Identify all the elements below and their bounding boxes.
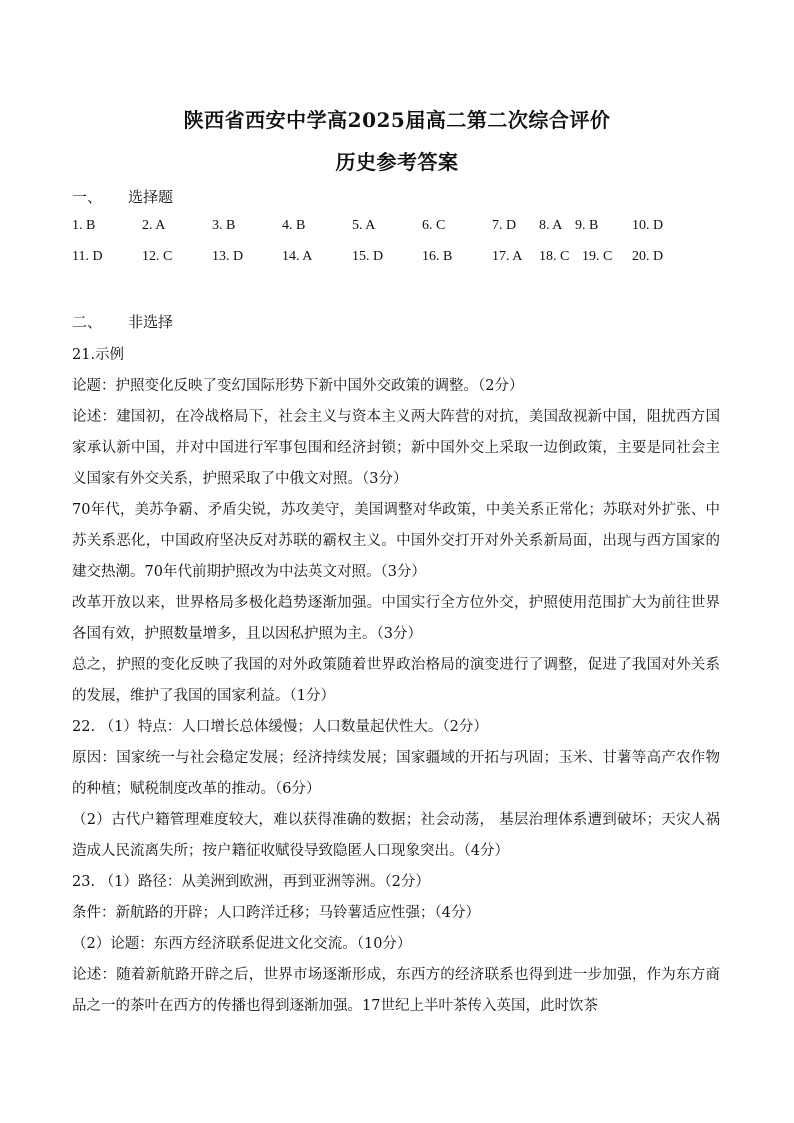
- answer-item: 17. A: [492, 249, 523, 264]
- paragraph: （2）古代户籍管理难度较大，难以获得准确的数据；社会动荡， 基层治理体系遭到破坏；天灾人祸造成人民流离失所；按户籍征收赋役导致隐匿人口现象突出。（4分）: [72, 812, 720, 859]
- section-heading-nonchoice: [72, 311, 173, 332]
- answer-item: 6. C: [422, 218, 446, 233]
- answer-item: 5. A: [352, 218, 376, 233]
- answer-item: 8. A: [539, 218, 563, 233]
- answer-item: 20. D: [632, 249, 664, 264]
- answer-item: 7. D: [492, 218, 517, 233]
- answer-item: 2. A: [142, 218, 166, 233]
- document-subtitle: 历史参考答案: [335, 150, 459, 174]
- paragraph: 总之，护照的变化反映了我国的对外政策随着世界政治格局的演变进行了调整，促进了我国对外关系的发展，维护了我国的国家利益。（1分）: [72, 657, 720, 704]
- section-title: 非选择: [128, 313, 174, 331]
- paragraph: 21.示例: [72, 347, 125, 363]
- answer-item: 19. C: [582, 249, 613, 264]
- paragraph: 条件：新航路的开辟；人口跨洋迁移；马铃薯适应性强；（4分）: [72, 905, 480, 921]
- section-title: 选择题: [128, 188, 174, 206]
- document-title: 陕西省西安中学高2025届高二第二次综合评价: [183, 108, 611, 132]
- answer-item: 16. B: [422, 249, 453, 264]
- section-heading-choice: [72, 186, 173, 207]
- section-number: 二、: [72, 313, 103, 331]
- paragraph: 23. （1）路径：从美洲到欧洲，再到亚洲等洲。（2分）: [72, 874, 430, 890]
- answer-item: 12. C: [142, 249, 173, 264]
- answer-item: 11. D: [72, 249, 103, 264]
- answer-item: 13. D: [212, 249, 244, 264]
- answer-item: 18. C: [539, 249, 570, 264]
- answer-item: 10. D: [632, 218, 664, 233]
- paragraph: 70年代，美苏争霸、矛盾尖锐，苏攻美守，美国调整对华政策，中美关系正常化；苏联对外扩张、中苏关系恶化，中国政府坚决反对苏联的霸权主义。中国外交打开对外关系新局面，出现与西方国家的建交热潮。70年代前期护照改为中法英文对照。（3分）: [72, 502, 720, 580]
- paragraph: 论题：护照变化反映了变幻国际形势下新中国外交政策的调整。（2分）: [72, 378, 524, 394]
- paragraph: 论述：建国初，在冷战格局下，社会主义与资本主义两大阵营的对抗，美国敌视新中国，阻扰西方国家承认新中国，并对中国进行军事包围和经济封锁；新中国外交上采取一边倒政策，主要是同社会主义国家有外交关系，护照采取了中俄文对照。（3分）: [72, 409, 720, 487]
- paragraph: 论述：随着新航路开辟之后，世界市场逐渐形成，东西方的经济联系也得到进一步加强，作为东方商品之一的茶叶在西方的传播也得到逐渐加强。17世纪上半叶茶传入英国，此时饮茶: [72, 967, 720, 1014]
- paragraph: 原因：国家统一与社会稳定发展；经济持续发展；国家疆域的开拓与巩固；玉米、甘薯等高产农作物的种植；赋税制度改革的推动。（6分）: [72, 750, 720, 797]
- answer-item: 9. B: [575, 218, 599, 233]
- answer-item: 1. B: [72, 218, 96, 233]
- section-number: 一、: [72, 188, 103, 206]
- answer-item: 4. B: [282, 218, 306, 233]
- answer-body: [72, 340, 720, 1022]
- paragraph: （2）论题：东西方经济联系促进文化交流。（10分）: [72, 936, 412, 952]
- answer-item: 3. B: [212, 218, 236, 233]
- answer-item: 15. D: [352, 249, 384, 264]
- paragraph: 22. （1）特点：人口增长总体缓慢；人口数量起伏性大。（2分）: [72, 719, 488, 735]
- answer-item: 14. A: [282, 249, 313, 264]
- paragraph: 改革开放以来，世界格局多极化趋势逐渐加强。中国实行全方位外交，护照使用范围扩大为前往世界各国有效，护照数量增多，且以因私护照为主。（3分）: [72, 595, 720, 642]
